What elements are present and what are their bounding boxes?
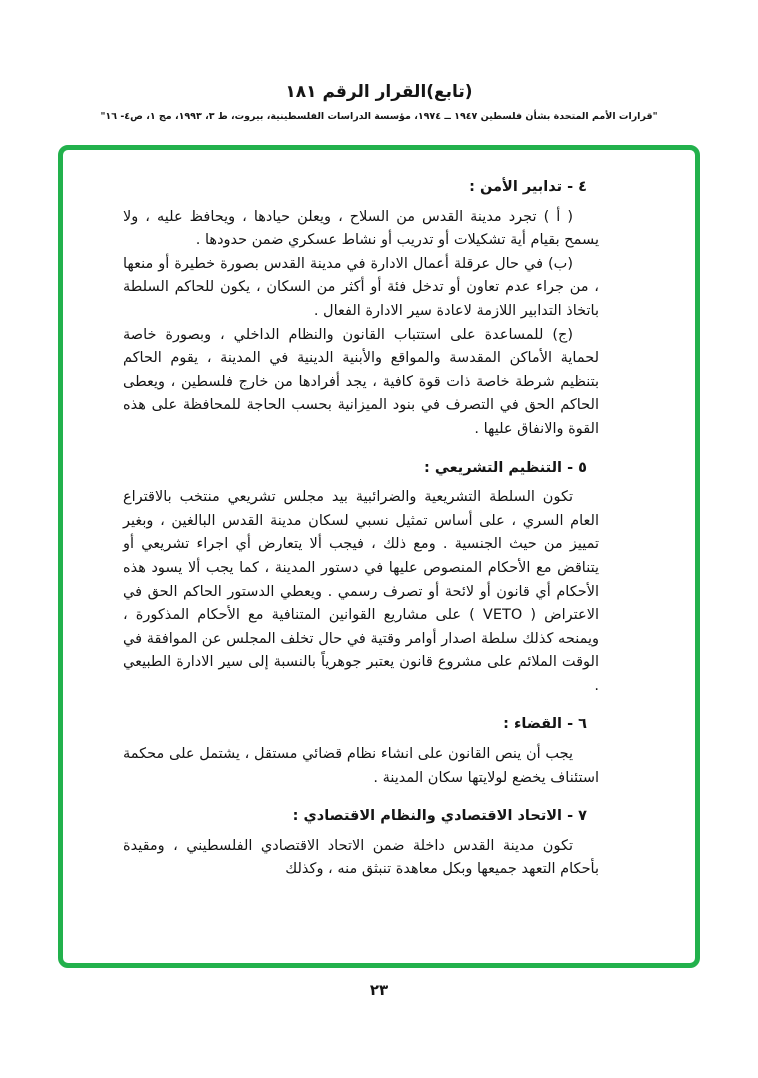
section-heading: ٥ - التنظيم التشريعي :	[424, 459, 587, 476]
document-frame	[58, 145, 700, 968]
section-economic-union	[123, 805, 599, 882]
section-heading: ٦ - القضاء :	[503, 716, 587, 733]
section-paragraph: تكون السلطة التشريعية والضرائبية بيد مجلس تشريعي منتخب بالاقتراع العام السري ، على أساس تمثيل نسبي لسكان مدينة القدس البالغين ، وبغير تمييز من حيث الجنسية . ومع ذلك ، فيجب ألا يتعارض أي اجراء تشريعي أو يتناقض مع الأحكام المنصوص عليها في دستور المدينة ، كما يجب ألا يسود هذه الأحكام أي قانون أو لائحة أو تصرف رسمي . ويعطي الدستور الحاكم الحق في الاعتراض ( VETO ) على مشاريع القوانين المتنافية مع الأحكام المذكورة ، ويمنحه كذلك سلطة اصدار أوامر وقتية في حال تخلف المجلس عن الموافقة في الوقت الملائم على مشروع قانون يعتبر جوهرياً بالنسبة إلى سير الادارة الطبيعي .	[123, 489, 599, 694]
section-paragraph: (ب) في حال عرقلة أعمال الادارة في مدينة القدس بصورة خطيرة أو منعها ، من جراء عدم تعاون أو تدخل فئة أو أكثر من السكان ، يكون للحاكم السلطة باتخاذ التدابير اللازمة لاعادة سير الادارة الفعال .	[123, 255, 599, 319]
section-heading: ٤ - تدابير الأمن :	[469, 179, 587, 195]
section-security-measures	[123, 176, 599, 442]
citation-line: "قرارات الأمم المتحدة بشأن فلسطين ١٩٤٧ ــ ١٩٧٤، مؤسسة الدراسات الفلسطينية، بيروت، ط ٣، ١٩٩٣، مج ١، ص٤- ١٦"	[100, 111, 658, 122]
section-judiciary	[123, 713, 599, 790]
section-legislative-organization	[123, 457, 599, 699]
page-number: ٢٣	[369, 981, 389, 999]
section-paragraph: ( أ ) تجرد مدينة القدس من السلاح ، ويعلن حيادها ، ويحافظ عليه ، ولا يسمح بقيام أية تشكيلات أو تدريب أو نشاط عسكري ضمن حدودها .	[123, 208, 599, 249]
document-body	[123, 176, 599, 882]
section-paragraph: (ج) للمساعدة على استتباب القانون والنظام الداخلي ، وبصورة خاصة لحماية الأماكن المقدسة والمواقع والأبنية الدينية في المدينة ، يقوم الحاكم بتنظيم شرطة خاصة ذات قوة كافية ، يجد أفرادها من خارج فلسطين ، ويعطى الحاكم الحق في التصرف في بنود الميزانية بحسب الحاجة للمحافظة على هذه القوة والانفاق عليها .	[123, 326, 599, 437]
section-heading: ٧ - الاتحاد الاقتصادي والنظام الاقتصادي :	[292, 808, 587, 825]
section-paragraph: تكون مدينة القدس داخلة ضمن الاتحاد الاقتصادي الفلسطيني ، ومقيدة بأحكام التعهد جميعها وبكل معاهدة تنبثق منه ، وكذلك	[123, 837, 599, 878]
section-paragraph: يجب أن ينص القانون على انشاء نظام قضائي مستقل ، يشتمل على محكمة استئناف يخضع لولايتها سكان المدينة .	[123, 746, 599, 786]
page-title: (تابع)القرار الرقم ١٨١	[285, 82, 473, 102]
